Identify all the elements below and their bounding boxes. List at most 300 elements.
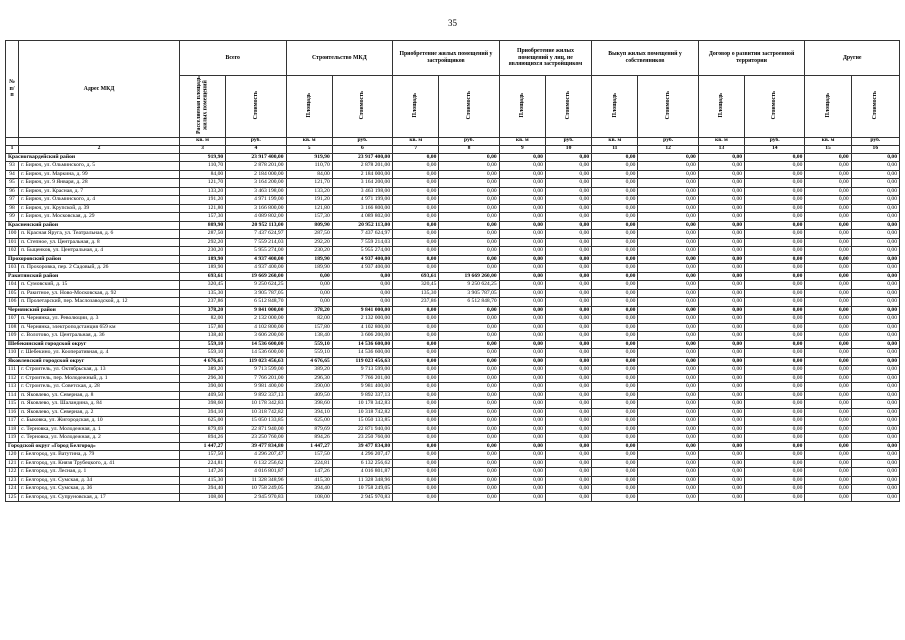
area-cell: 237,86 [393,298,439,307]
cost-cell: 15 050 133,85 [332,417,392,426]
cost-cell: 0,00 [851,408,899,417]
area-cell: 0,00 [698,306,744,315]
area-cell: 0,00 [393,187,439,196]
cost-cell: 2 184 000,00 [332,170,392,179]
area-cell: 0,00 [698,383,744,392]
unit-area: кв. м [179,137,225,145]
row-number: 111 [6,366,19,375]
area-cell: 0,00 [499,323,545,332]
table-row [6,451,900,460]
cost-cell: 20 952 113,00 [226,221,286,230]
area-cell: 0,00 [393,332,439,341]
area-cell: 0,00 [393,264,439,273]
area-cell: 0,00 [499,264,545,273]
cost-cell: 0,00 [745,476,805,485]
cost-cell: 0,00 [851,289,899,298]
cost-cell: 4 016 801,87 [226,468,286,477]
cost-cell: 0,00 [745,442,805,451]
cost-cell: 0,00 [638,383,698,392]
cost-cell: 0,00 [851,162,899,171]
cost-cell: 0,00 [545,485,591,494]
area-cell: 0,00 [698,442,744,451]
cost-cell: 0,00 [439,468,499,477]
cost-cell: 7 559 214,03 [226,238,286,247]
area-cell: 0,00 [698,289,744,298]
area-cell: 0,00 [698,264,744,273]
table-body [6,153,900,502]
address-cell: п. Прохоровка, пер. 2 Садовый, д. 26 [19,264,180,273]
row-number: 123 [6,476,19,485]
cost-cell: 0,00 [745,357,805,366]
area-cell: 0,00 [698,400,744,409]
area-cell: 0,00 [499,315,545,324]
cost-cell: 0,00 [745,179,805,188]
area-cell: 0,00 [592,332,638,341]
area-cell: 0,00 [592,323,638,332]
area-cell: 320,45 [393,281,439,290]
cost-cell: 20 952 113,00 [332,221,392,230]
cost-cell: 0,00 [545,459,591,468]
area-cell: 0,00 [592,162,638,171]
area-cell: 108,00 [286,493,332,502]
area-cell: 0,00 [698,340,744,349]
cost-cell: 9 981 400,00 [226,383,286,392]
area-cell: 0,00 [805,315,851,324]
cost-cell: 0,00 [638,332,698,341]
area-cell: 0,00 [805,374,851,383]
row-number: 124 [6,485,19,494]
group-header-construction: Строительство МКД [286,41,393,76]
area-cell: 394,40 [179,485,225,494]
area-cell: 0,00 [592,357,638,366]
row-number: 117 [6,417,19,426]
cost-cell: 0,00 [638,264,698,273]
cost-cell: 9 713 599,00 [226,366,286,375]
cost-cell: 9 713 599,00 [332,366,392,375]
cost-cell: 0,00 [638,476,698,485]
cost-cell: 0,00 [851,170,899,179]
cost-cell: 0,00 [745,187,805,196]
area-cell: 0,00 [393,425,439,434]
cost-cell: 3 463 198,00 [226,187,286,196]
cost-cell: 0,00 [851,357,899,366]
cost-cell: 0,00 [545,170,591,179]
cost-cell: 10 758 249,05 [332,485,392,494]
area-cell: 0,00 [698,476,744,485]
cost-cell: 4 296 207,47 [332,451,392,460]
area-cell: 0,00 [499,187,545,196]
table-row [6,391,900,400]
area-cell: 0,00 [698,196,744,205]
cost-cell: 0,00 [851,281,899,290]
cost-cell: 0,00 [545,306,591,315]
area-cell: 0,00 [592,493,638,502]
area-cell: 0,00 [805,493,851,502]
cost-cell: 0,00 [851,298,899,307]
col-number: 10 [545,145,591,153]
unit-area: кв. м [393,137,439,145]
cost-cell: 0,00 [851,442,899,451]
area-cell: 0,00 [698,357,744,366]
area-cell: 0,00 [393,323,439,332]
table-row [6,162,900,171]
area-cell: 0,00 [698,493,744,502]
address-cell: г. Бирюч, ул. Ольминского, д. 4 [19,196,180,205]
area-cell: 394,10 [286,408,332,417]
cost-cell: 15 050 133,85 [226,417,286,426]
cost-cell: 0,00 [638,221,698,230]
area-cell: 415,30 [286,476,332,485]
cost-cell: 0,00 [545,476,591,485]
area-cell: 0,00 [286,281,332,290]
table-row [6,400,900,409]
area-cell: 0,00 [805,442,851,451]
area-cell: 157,50 [179,451,225,460]
area-cell: 919,90 [179,153,225,162]
district-subtotal-row [6,272,900,281]
area-cell: 110,70 [179,162,225,171]
area-cell: 0,00 [393,221,439,230]
area-cell: 0,00 [805,230,851,239]
area-cell: 625,00 [179,417,225,426]
group-header-total: Всего [179,41,286,76]
unit-cost: руб. [332,137,392,145]
cost-cell: 11 328 348,96 [332,476,392,485]
area-cell: 0,00 [393,196,439,205]
cost-cell: 0,00 [439,400,499,409]
area-cell: 0,00 [499,281,545,290]
col-number: 6 [332,145,392,153]
area-cell: 0,00 [393,408,439,417]
area-cell: 0,00 [805,349,851,358]
area-cell: 0,00 [393,238,439,247]
area-cell: 189,90 [179,255,225,264]
cost-cell: 7 559 214,03 [332,238,392,247]
area-cell: 82,00 [286,315,332,324]
area-cell: 0,00 [592,255,638,264]
cost-cell: 0,00 [638,281,698,290]
cost-cell: 119 023 456,63 [332,357,392,366]
cost-cell: 4 971 199,00 [226,196,286,205]
area-cell: 0,00 [805,272,851,281]
cost-cell: 0,00 [332,281,392,290]
col-number: 5 [286,145,332,153]
cost-cell: 0,00 [851,485,899,494]
cost-cell: 0,00 [545,357,591,366]
cost-cell: 0,00 [851,315,899,324]
cost-cell: 0,00 [638,408,698,417]
address-cell: п. Ракитное, ул. Ново-Московская, д. 92 [19,289,180,298]
cost-cell: 0,00 [745,264,805,273]
table-row [6,468,900,477]
cost-cell: 0,00 [638,187,698,196]
area-cell: 0,00 [499,459,545,468]
area-cell: 559,10 [286,349,332,358]
cost-cell: 10 178 342,83 [332,400,392,409]
cost-cell: 0,00 [745,340,805,349]
area-cell: 157,30 [179,213,225,222]
district-subtotal-row [6,255,900,264]
area-cell: 0,00 [499,272,545,281]
area-cell: 378,20 [286,306,332,315]
area-cell: 157,80 [179,323,225,332]
area-cell: 0,00 [499,153,545,162]
address-cell: г. Бирюч, ул. Красная, д. 7 [19,187,180,196]
row-number: 95 [6,179,19,188]
area-cell: 0,00 [499,357,545,366]
area-cell: 0,00 [805,485,851,494]
area-cell: 0,00 [805,179,851,188]
area-cell: 0,00 [698,451,744,460]
area-cell: 0,00 [698,485,744,494]
cost-cell: 0,00 [545,349,591,358]
area-cell: 0,00 [592,459,638,468]
area-cell: 693,61 [393,272,439,281]
cost-cell: 23 250 760,00 [226,434,286,443]
area-cell: 0,00 [393,315,439,324]
address-cell: п. Пролетарский, пер. Маслозаводской, д. 12 [19,298,180,307]
cost-cell: 0,00 [545,408,591,417]
cost-cell: 0,00 [545,238,591,247]
cost-cell: 0,00 [638,349,698,358]
row-number: 107 [6,315,19,324]
area-cell: 224,81 [286,459,332,468]
cost-cell: 0,00 [545,221,591,230]
group-header-developer-purchase: Приобретение жилых помещений у застройщиков [393,41,500,76]
cost-cell: 0,00 [439,340,499,349]
cost-cell: 7 437 624,97 [226,230,286,239]
cost-cell: 0,00 [332,298,392,307]
area-cell: 0,00 [805,162,851,171]
area-cell: 0,00 [805,366,851,375]
area-cell: 121,70 [286,179,332,188]
area-cell: 0,00 [805,247,851,256]
cost-cell: 0,00 [851,391,899,400]
area-cell: 157,80 [286,323,332,332]
cost-cell: 0,00 [439,408,499,417]
district-name: Красногвардейский район [6,153,180,162]
cost-cell: 0,00 [545,264,591,273]
table-row [6,264,900,273]
area-cell: 1 447,27 [179,442,225,451]
cost-cell: 10 758 249,05 [226,485,286,494]
cost-cell: 0,00 [439,485,499,494]
area-cell: 296,30 [179,374,225,383]
table-row [6,434,900,443]
address-cell: п. Чернянка, ул. Революции, д. 3 [19,315,180,324]
area-cell: 0,00 [499,221,545,230]
area-cell: 0,00 [592,264,638,273]
group-header-other-purchase: Приобретение жилых помещений у лиц, не являющихся застройщиком [499,41,592,76]
cost-cell: 0,00 [745,255,805,264]
group-header-other: Другие [805,41,900,76]
area-cell: 0,00 [805,264,851,273]
address-cell: г. Бирюч, ул. 9 Января, д. 28 [19,179,180,188]
cost-cell: 4 089 802,00 [332,213,392,222]
area-cell: 0,00 [805,417,851,426]
cost-cell: 9 841 000,00 [332,306,392,315]
unit-cost: руб. [638,137,698,145]
area-cell: 0,00 [393,204,439,213]
cost-cell: 4 102 800,00 [332,323,392,332]
area-cell: 0,00 [393,255,439,264]
area-cell: 0,00 [499,332,545,341]
area-cell: 189,90 [286,255,332,264]
area-cell: 157,30 [286,213,332,222]
area-cell: 0,00 [393,170,439,179]
cost-cell: 0,00 [545,323,591,332]
cost-cell: 2 878 201,00 [332,162,392,171]
cost-cell: 5 955 274,00 [332,247,392,256]
cost-cell: 0,00 [745,493,805,502]
area-cell: 409,50 [179,391,225,400]
area-cell: 559,10 [179,340,225,349]
district-name: Прохоровский район [6,255,180,264]
resettlement-table [5,40,900,502]
cost-cell: 9 841 000,00 [226,306,286,315]
area-cell: 0,00 [805,391,851,400]
district-name: Городской округ «Город Белгород» [6,442,180,451]
area-cell: 1 447,27 [286,442,332,451]
cost-cell: 0,00 [638,298,698,307]
district-subtotal-row [6,153,900,162]
area-cell: 0,00 [592,298,638,307]
cost-cell: 0,00 [851,374,899,383]
col-number: 15 [805,145,851,153]
cost-cell: 22 871 940,00 [332,425,392,434]
area-cell: 559,10 [179,349,225,358]
subheader-area: Площадь [499,76,545,138]
cost-cell: 0,00 [851,213,899,222]
cost-cell: 0,00 [545,281,591,290]
cost-cell: 0,00 [545,179,591,188]
area-cell: 0,00 [499,442,545,451]
row-number: 122 [6,468,19,477]
area-cell: 0,00 [805,187,851,196]
area-cell: 0,00 [499,417,545,426]
cost-cell: 0,00 [745,323,805,332]
table-row [6,315,900,324]
cost-cell: 9 250 624,25 [439,281,499,290]
area-cell: 4 676,65 [286,357,332,366]
area-cell: 0,00 [592,153,638,162]
cost-cell: 6 512 848,70 [439,298,499,307]
area-cell: 0,00 [805,323,851,332]
cost-cell: 0,00 [332,272,392,281]
cost-cell: 0,00 [638,468,698,477]
col-num-header: № п/п [6,41,19,138]
area-cell: 138,40 [286,332,332,341]
area-cell: 0,00 [698,374,744,383]
cost-cell: 0,00 [851,196,899,205]
row-number: 102 [6,247,19,256]
cost-cell: 4 016 801,87 [332,468,392,477]
area-cell: 147,26 [179,468,225,477]
cost-cell: 3 606 200,00 [332,332,392,341]
area-cell: 0,00 [393,349,439,358]
table-row [6,298,900,307]
cost-cell: 0,00 [638,179,698,188]
address-cell: п. Яковлево, ул. Северная, д. 8 [19,391,180,400]
area-cell: 0,00 [698,281,744,290]
cost-cell: 0,00 [745,485,805,494]
area-cell: 0,00 [393,247,439,256]
area-cell: 378,20 [179,306,225,315]
area-cell: 0,00 [592,238,638,247]
area-cell: 0,00 [499,204,545,213]
cost-cell: 9 892 337,13 [332,391,392,400]
area-cell: 0,00 [805,213,851,222]
cost-cell: 0,00 [745,366,805,375]
row-number: 115 [6,400,19,409]
area-cell: 0,00 [393,493,439,502]
cost-cell: 0,00 [851,230,899,239]
subheader-area: Площадь [698,76,744,138]
area-cell: 110,70 [286,162,332,171]
cost-cell: 0,00 [745,281,805,290]
cost-cell: 2 132 000,00 [332,315,392,324]
district-subtotal-row [6,357,900,366]
cost-cell: 0,00 [851,493,899,502]
cost-cell: 4 971 199,00 [332,196,392,205]
area-cell: 0,00 [393,485,439,494]
area-cell: 135,30 [179,289,225,298]
area-cell: 0,00 [592,170,638,179]
cost-cell: 0,00 [545,196,591,205]
area-cell: 0,00 [499,493,545,502]
area-cell: 0,00 [805,340,851,349]
area-cell: 0,00 [592,340,638,349]
cost-cell: 0,00 [745,230,805,239]
cost-cell: 0,00 [745,289,805,298]
area-cell: 0,00 [499,391,545,400]
area-cell: 0,00 [592,289,638,298]
area-cell: 224,81 [179,459,225,468]
table-row [6,459,900,468]
cost-cell: 0,00 [851,187,899,196]
area-cell: 133,20 [286,187,332,196]
cost-cell: 0,00 [545,187,591,196]
cost-cell: 0,00 [745,170,805,179]
col-number: 11 [592,145,638,153]
cost-cell: 0,00 [439,187,499,196]
area-cell: 0,00 [393,153,439,162]
area-cell: 0,00 [592,187,638,196]
address-cell: п. Степное, ул. Центральная, д. 8 [19,238,180,247]
unit-area: кв. м [592,137,638,145]
area-cell: 693,61 [179,272,225,281]
row-number: 112 [6,374,19,383]
col-number: 3 [179,145,225,153]
table-row [6,349,900,358]
row-number: 120 [6,451,19,460]
area-cell: 0,00 [592,247,638,256]
area-cell: 0,00 [698,459,744,468]
area-cell: 0,00 [592,366,638,375]
area-cell: 0,00 [499,485,545,494]
area-cell: 0,00 [393,476,439,485]
area-cell: 0,00 [499,306,545,315]
table-row [6,417,900,426]
area-cell: 0,00 [698,366,744,375]
table-header [6,41,900,154]
cost-cell: 0,00 [851,272,899,281]
area-cell: 0,00 [805,306,851,315]
address-cell: г. Строитель, пер. Молодежный, д. 1 [19,374,180,383]
col-number: 12 [638,145,698,153]
area-cell: 0,00 [805,289,851,298]
col-number: 4 [226,145,286,153]
